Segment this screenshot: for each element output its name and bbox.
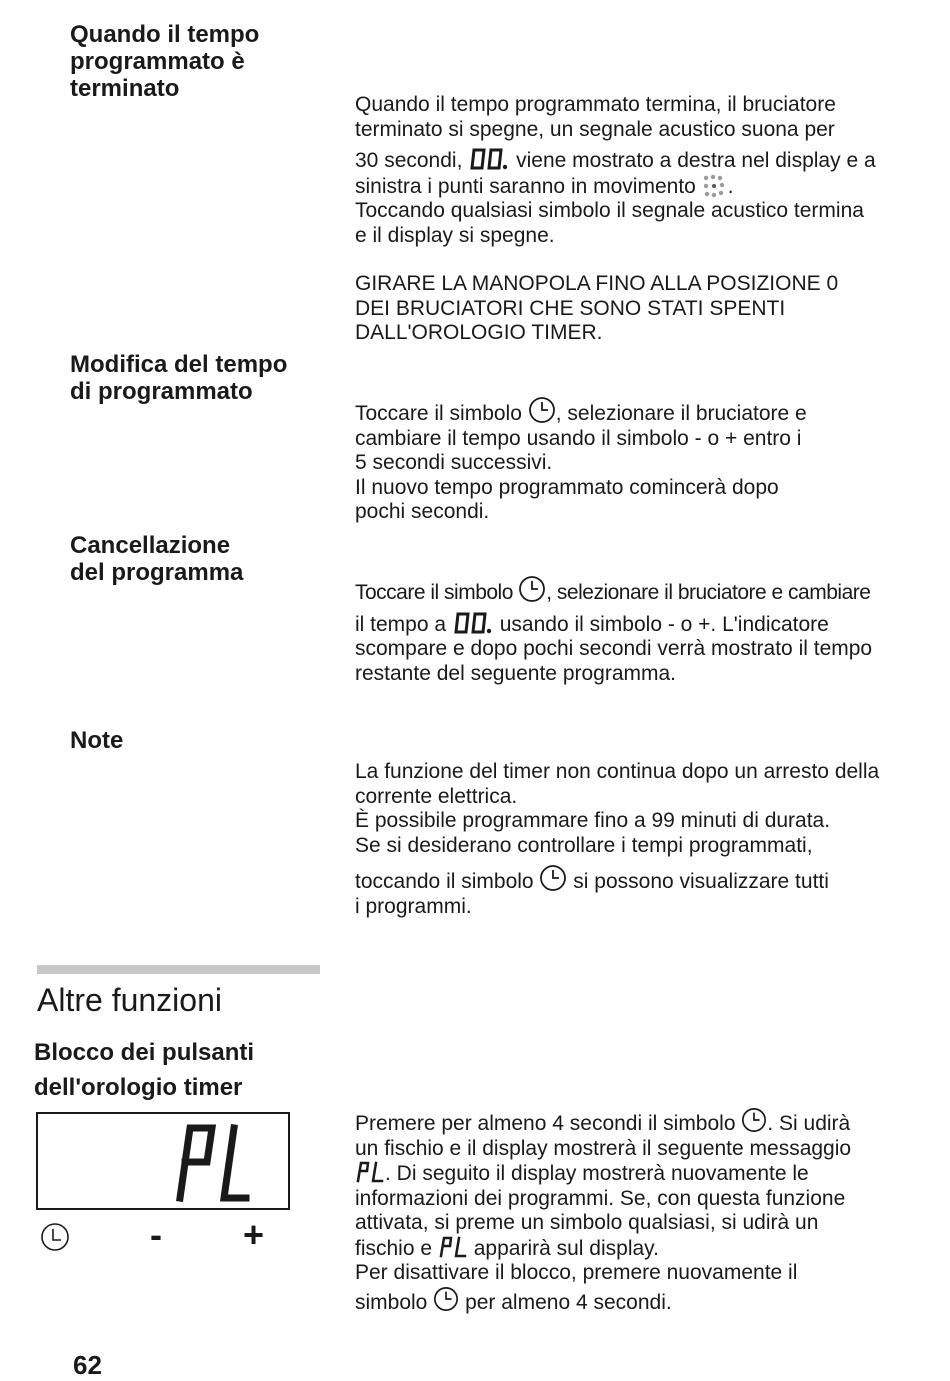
text-line-with-icon [355,396,807,427]
text-line-with-icon [355,148,876,174]
minus-button[interactable]: - [150,1214,162,1255]
text-fragment: simbolo [355,1290,428,1314]
heading-time-terminated [70,21,259,102]
text-line: GIRARE LA MANOPOLA FINO ALLA POSIZIONE 0 [355,272,839,295]
plus-button[interactable]: + [243,1214,265,1255]
seven-segment-pl-icon [355,1161,385,1183]
heading-modify-time [70,351,287,405]
text-line: un fischio e il display mostrerà il seguente messaggio [355,1136,852,1160]
text-fragment: Premere per almeno 4 secondi il simbolo [355,1112,736,1135]
subheading-line: dell'orologio timer [34,1074,243,1101]
text-line: DALL'OROLOGIO TIMER. [355,321,603,344]
text-line-with-icon [355,1107,851,1137]
seven-segment-00-icon [468,148,510,170]
text-line: Se si desiderano controllare i tempi programmati, [355,833,813,857]
heading-note: Note [70,727,124,754]
text-line: informazioni dei programmi. Se, con questa funzione [355,1186,846,1210]
text-line: cambiare il tempo usando il simbolo - o + entro i [355,426,802,450]
text-line: corrente elettrica. [355,784,518,808]
text-line: DEI BRUCIATORI CHE SONO STATI SPENTI [355,296,786,320]
text-line: La funzione del timer non continua dopo un arresto della [355,760,880,783]
text-line-with-icon [355,575,872,606]
heading-line: terminato [70,75,180,102]
text-fragment: per almeno 4 secondi. [465,1290,672,1314]
note-paragraph [355,760,879,919]
text-line: Il nuovo tempo programmato comincerà dopo [355,475,779,499]
text-line-with-icon [355,864,879,895]
lock-paragraph [355,1107,851,1315]
text-line-with-icon [355,1236,851,1262]
text-fragment: . [727,174,734,198]
heading-line: Quando il tempo [70,21,260,48]
text-fragment: sinistra i punti saranno in movimento [355,174,696,198]
text-line: Toccando qualsiasi simbolo il segnale acustico termina [355,199,864,222]
caps-warning [355,272,838,346]
section-title-other-functions: Altre funzioni [37,982,222,1018]
heading-line: Modifica del tempo [70,351,288,378]
modify-paragraph [355,396,807,525]
text-fragment: fischio e [355,1236,433,1260]
text-line: 5 secondi successivi. [355,451,553,474]
clock-icon [433,1286,459,1312]
cancel-paragraph [355,575,872,686]
text-fragment: toccando il simbolo [355,870,534,893]
heading-line: di programmato [70,378,253,405]
subheading-line: Blocco dei pulsanti [34,1039,255,1066]
text-line: attivata, si preme un simbolo qualsiasi, si udirà un [355,1211,819,1234]
text-fragment: usando il simbolo - o +. L'indicatore [499,612,829,636]
text-fragment: , selezionare il bruciatore e cambiare [546,581,871,604]
text-line-with-icon [355,1161,851,1187]
text-line: Quando il tempo programmato termina, il bruciatore [355,93,836,116]
heading-line: del programma [70,559,244,586]
text-line: È possibile programmare fino a 99 minuti di durata. [355,809,831,832]
page-number: 62 [73,1350,102,1380]
text-fragment: . Di seguito il display mostrerà nuovamente le [385,1162,809,1185]
text-fragment: apparirà sul display. [473,1236,659,1260]
seven-segment-00-icon [452,612,494,634]
text-line: pochi secondi. [355,500,490,523]
seven-segment-pl-icon [168,1120,258,1211]
timer-display [36,1112,290,1210]
text-fragment: il tempo a [355,612,447,636]
text-fragment: Toccare il simbolo [355,402,522,425]
clock-icon [528,396,556,424]
clock-icon [539,864,567,892]
clock-button-icon[interactable] [40,1222,70,1252]
heading-line: Cancellazione [70,532,231,559]
text-line-with-icon [355,612,872,638]
clock-icon [518,575,546,603]
text-line: e il display si spegne. [355,223,555,247]
text-line: restante del seguente programma. [355,661,677,685]
text-fragment: 30 secondi, [355,149,463,172]
text-line-with-icon [355,174,876,200]
terminated-paragraph [355,93,876,248]
text-line: Per disattivare il blocco, premere nuovamente il [355,1261,798,1284]
text-fragment: viene mostrato a destra nel display e a [516,149,876,172]
text-line: i programmi. [355,894,472,918]
text-line-with-icon [355,1286,851,1316]
moving-dots-icon [702,174,728,198]
section-divider [37,965,320,974]
text-fragment: , selezionare il bruciatore e [555,402,807,425]
text-fragment: Toccare il simbolo [355,581,513,604]
heading-cancel-program [70,532,243,586]
seven-segment-pl-icon [438,1236,468,1258]
subheading-lock-buttons [34,1035,254,1105]
text-line: scompare e dopo pochi secondi verrà mostrato il tempo [355,637,873,660]
clock-icon [741,1107,767,1133]
text-line: terminato si spegne, un segnale acustico suona per [355,117,835,141]
text-fragment: si possono visualizzare tutti [573,870,829,893]
text-fragment: . Si udirà [767,1112,851,1135]
heading-line: programmato è [70,48,245,75]
